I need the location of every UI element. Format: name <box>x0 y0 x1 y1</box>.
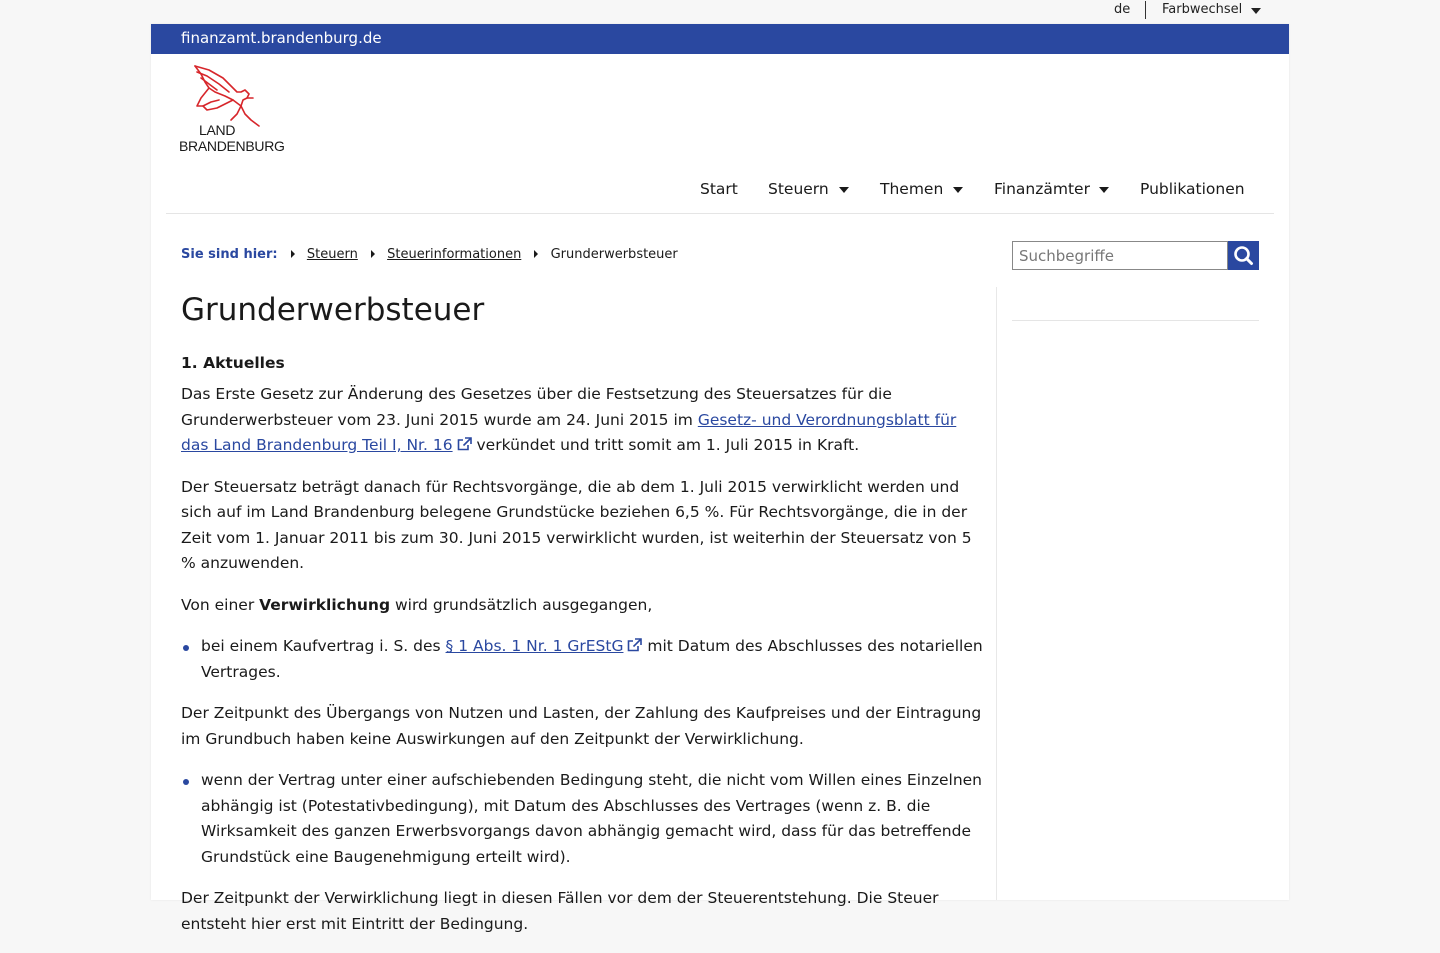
chevron-down-icon[interactable] <box>839 187 849 193</box>
paragraph-zeitpunkt: Der Zeitpunkt des Übergangs von Nutzen und Lasten, der Zahlung des Kaufpreises und der Eintragung im Grundbuch haben keine Auswirkungen auf den Zeitpunkt der Verwirklichung. <box>181 704 982 748</box>
section-heading-aktuelles: 1. Aktuelles <box>181 354 285 372</box>
search-input[interactable] <box>1012 241 1228 270</box>
domain-link[interactable]: finanzamt.brandenburg.de <box>181 29 382 47</box>
column-divider <box>996 287 997 900</box>
page-container <box>151 24 1289 933</box>
eagle-icon <box>179 62 299 130</box>
paragraph-steuerentstehung: Der Zeitpunkt der Verwirklichung liegt in diesen Fällen vor dem der Steuerentstehung. Die Steuer entsteht hier erst mit Eintritt der Bedingung. <box>181 889 939 933</box>
chevron-right-icon <box>291 250 295 258</box>
page-title: Grunderwerbsteuer <box>181 292 485 328</box>
chevron-down-icon[interactable] <box>1099 187 1109 193</box>
utility-bar <box>0 0 1440 24</box>
nav-divider <box>166 213 1274 214</box>
chevron-down-icon[interactable] <box>1251 8 1261 14</box>
breadcrumb-label: Sie sind hier: <box>181 247 278 262</box>
external-link-icon <box>457 437 472 451</box>
breadcrumb <box>181 247 678 265</box>
external-link-icon <box>627 638 642 652</box>
nav-item-publikationen[interactable]: Publikationen <box>1140 180 1245 198</box>
nav-item-start[interactable]: Start <box>700 180 738 198</box>
list-item-text: bei einem Kaufvertrag i. S. des <box>201 637 446 655</box>
list-item <box>181 634 986 685</box>
sidebar-divider <box>1012 320 1259 321</box>
paragraph-text: verkündet und tritt somit am 1. Juli 2015 in Kraft. <box>471 436 860 454</box>
link-gesetzblatt[interactable]: Gesetz- und Verordnungsblatt für das Land Brandenburg Teil I, Nr. 16 <box>181 410 957 454</box>
chevron-down-icon[interactable] <box>953 187 963 193</box>
list-bedingung <box>181 768 986 870</box>
list-item: wenn der Vertrag unter einer aufschiebenden Bedingung steht, die nicht vom Willen eines Einzelnen abhängig ist (Potestativbedingung), mit Datum des Abschlusses des Vertrages (wenn z. B. die Wirksamkeit des ganzen Erwerbsvorgangs davon abhängig gemacht wird, dass für das betreffende Grundstück eine Baugenehmigung erteilt wird). <box>181 768 986 870</box>
list-item-text: mit Datum des Abschlusses des notariellen Vertrages. <box>201 637 983 681</box>
paragraph-gesetz <box>181 382 986 459</box>
bold-term: Verwirklichung <box>259 595 391 614</box>
nav-item-steuern[interactable]: Steuern <box>768 180 829 198</box>
domain-bar <box>151 24 1289 54</box>
paragraph-text: wird grundsätzlich ausgegangen, <box>390 595 653 614</box>
nav-item-finanzaemter[interactable]: Finanzämter <box>994 180 1090 198</box>
search-button[interactable] <box>1228 241 1259 270</box>
language-switch[interactable]: de <box>1114 2 1131 17</box>
list-kaufvertrag <box>181 634 986 685</box>
magnifier-icon <box>1228 241 1259 270</box>
paragraph-text: Das Erste Gesetz zur Änderung des Gesetzes über die Festsetzung des Steuersatzes für die Grunderwerbsteuer vom 23. Juni 2015 wurde am 24. Juni 2015 im <box>181 385 892 429</box>
chevron-right-icon <box>371 250 375 258</box>
site-logo[interactable] <box>179 62 299 157</box>
paragraph-steuersatz: Der Steuersatz beträgt danach für Rechtsvorgänge, die ab dem 1. Juli 2015 verwirklicht werden und sich auf im Land Brandenburg belegene Grundstücke beziehen 6,5 %. Für Rechtsvorgänge, die in der Zeit vom 1. Januar 2011 bis zum 30. Juni 2015 verwirklicht wurden, ist weiterhin der Steuersatz von 5 % anzuwenden. <box>181 477 972 572</box>
paragraph-text: Von einer <box>181 595 260 614</box>
breadcrumb-link-steuern[interactable]: Steuern <box>306 247 358 262</box>
main-content <box>181 290 986 953</box>
logo-text-land: LAND <box>199 122 236 138</box>
utility-divider <box>1145 1 1146 19</box>
breadcrumb-current: Grunderwerbsteuer <box>550 247 678 262</box>
link-grestg[interactable]: § 1 Abs. 1 Nr. 1 GrEStG <box>445 637 624 655</box>
logo-text-brandenburg: BRANDENBURG <box>179 138 285 154</box>
breadcrumb-link-steuerinformationen[interactable]: Steuerinformationen <box>387 247 522 262</box>
nav-item-themen[interactable]: Themen <box>880 180 944 198</box>
color-switch[interactable]: Farbwechsel <box>1162 2 1243 17</box>
chevron-right-icon <box>534 250 538 258</box>
paragraph-verwirklichung <box>181 593 986 619</box>
